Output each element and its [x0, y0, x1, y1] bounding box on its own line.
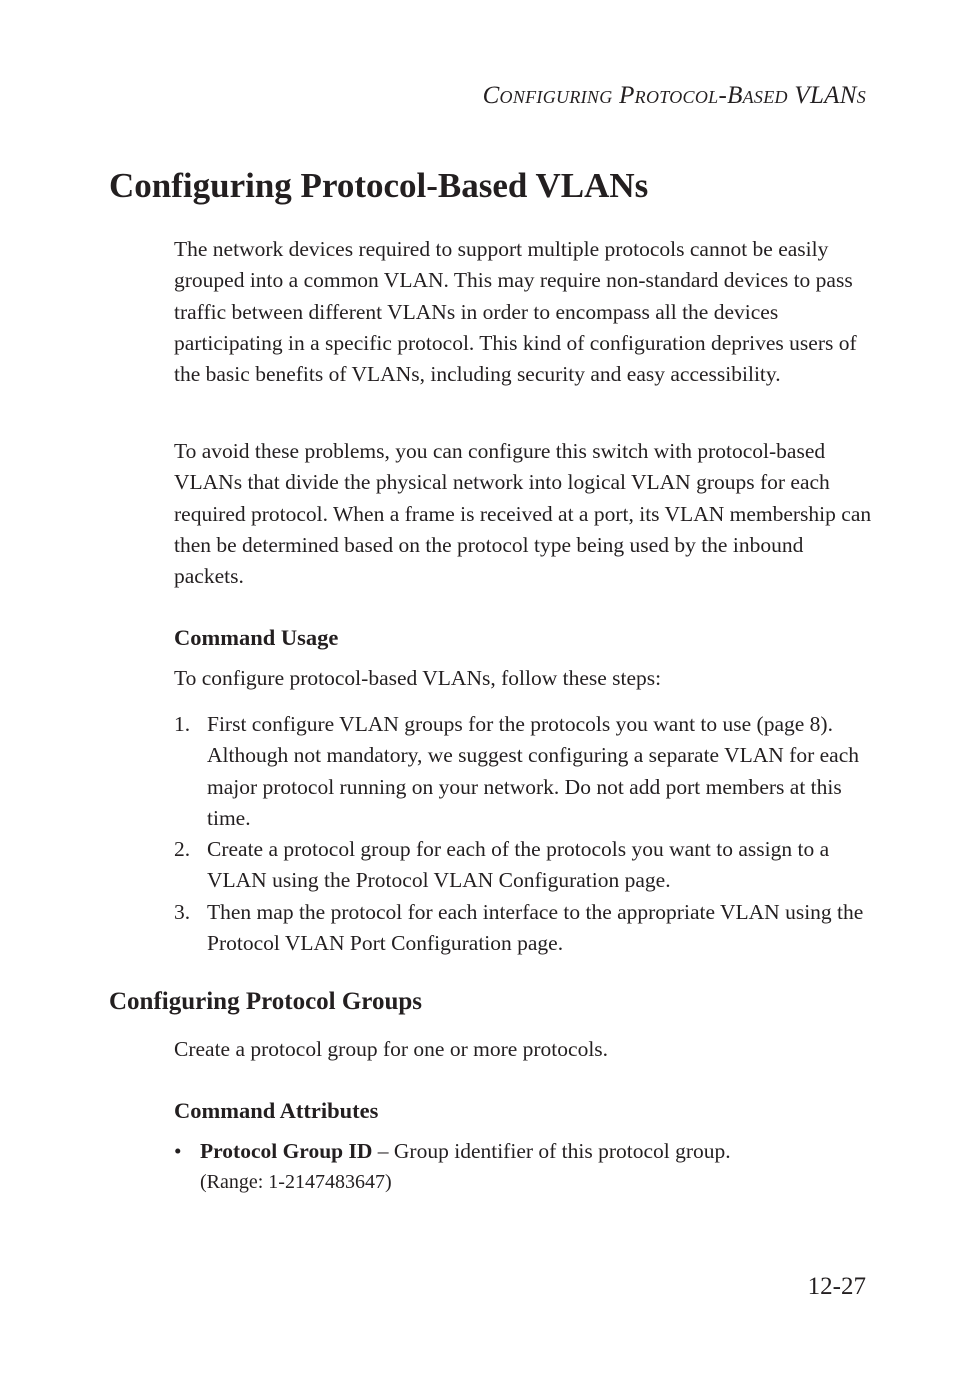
attribute-item — [174, 1136, 864, 1197]
step-text: Then map the protocol for each interface to the appropriate VLAN using the Protocol VLAN Port Configuration page. — [207, 899, 864, 956]
steps-list — [174, 709, 874, 959]
page-number: 12-27 — [807, 1273, 866, 1300]
command-attributes-heading: Command Attributes — [174, 1098, 379, 1123]
command-usage-intro: To configure protocol-based VLANs, follow these steps: — [174, 666, 662, 690]
list-item — [174, 709, 874, 834]
command-usage-heading: Command Usage — [174, 625, 339, 650]
intro-paragraph-2: To avoid these problems, you can configure this switch with protocol-based VLANs that divide the physical network into logical VLAN groups for each required protocol. When a frame is received at a port, its VLAN membership can then be determined based on the protocol type being used by the inbound packets. — [174, 439, 872, 589]
section-heading: Configuring Protocol Groups — [109, 988, 422, 1015]
attribute-range: (Range: 1-2147483647) — [200, 1171, 392, 1193]
intro-paragraph-1: The network devices required to support multiple protocols cannot be easily grouped into a common VLAN. This may require non-standard devices to pass traffic between different VLANs in order to encompass all the devices participating in a specific protocol. This kind of configuration deprives users of the basic benefits of VLANs, including security and easy accessibility. — [174, 237, 857, 387]
list-item — [174, 897, 874, 960]
attribute-term: Protocol Group ID — [200, 1139, 373, 1163]
list-item — [174, 834, 874, 897]
attribute-description: – Group identifier of this protocol group. — [372, 1139, 731, 1163]
step-number: 2. — [174, 837, 191, 862]
step-number: 3. — [174, 899, 191, 924]
page-title: Configuring Protocol-Based VLANs — [109, 166, 649, 205]
step-text: First configure VLAN groups for the protocols you want to use (page 8). Although not mandatory, we suggest configuring a separate VLAN for each major protocol running on your network. Do not add port members at this time. — [207, 712, 859, 830]
step-text: Create a protocol group for each of the protocols you want to assign to a VLAN using the Protocol VLAN Configuration page. — [207, 837, 830, 893]
running-header: Configuring Protocol-Based VLANs — [482, 82, 866, 109]
bullet-icon: • — [174, 1139, 182, 1163]
step-number: 1. — [174, 712, 191, 736]
section-intro: Create a protocol group for one or more protocols. — [174, 1037, 609, 1061]
